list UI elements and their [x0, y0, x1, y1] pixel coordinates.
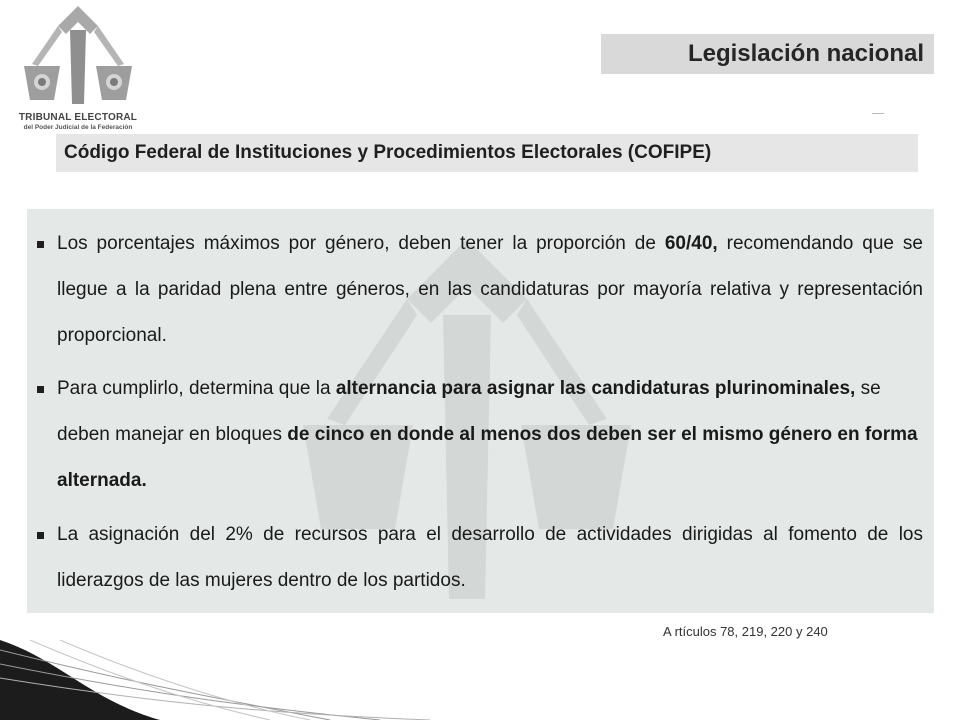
divider: [872, 113, 884, 114]
bullet-1-part-1: Los porcentajes máximos por género, deben tener la proporción de: [57, 233, 665, 254]
tribunal-electoral-logo: [18, 4, 138, 134]
bullet-item-resources: [57, 512, 923, 604]
bullet-3-part-1: La asignación del 2% de recursos para el desarrollo de actividades dirigidas al fomento de los liderazgos de las mujeres dentro de los partidos.: [57, 524, 923, 591]
bullet-text: [57, 366, 923, 504]
content-panel: [27, 209, 934, 613]
bullet-item-gender-proportion: [57, 221, 923, 359]
articles-footnote: A rtículos 78, 219, 220 y 240: [663, 624, 828, 639]
section-title: Legislación nacional: [601, 34, 934, 74]
bullet-square-icon: [37, 241, 44, 248]
bullet-square-icon: [37, 532, 44, 539]
bullet-2-part-1: Para cumplirlo, determina que la: [57, 378, 336, 399]
scales-emblem-icon: [18, 4, 138, 112]
bullet-square-icon: [37, 386, 44, 393]
logo-name: TRIBUNAL ELECTORAL: [18, 112, 138, 123]
bullet-2-part-3: se deben manejar en bloques: [57, 378, 881, 445]
bullet-text: [57, 221, 923, 359]
bullet-2-part-2: alternancia para asignar las candidaturas plurinominales,: [335, 378, 856, 399]
bullet-text: [57, 512, 923, 604]
bullet-1-part-3: recomendando que se llegue a la paridad plena entre géneros, en las candidaturas por mayoría relativa y representación proporcional.: [57, 233, 923, 346]
bullet-item-alternation: [57, 366, 923, 504]
decorative-curves: [0, 640, 960, 720]
law-title: Código Federal de Instituciones y Procedimientos Electorales (COFIPE): [56, 134, 918, 172]
logo-subtitle: del Poder Judicial de la Federación: [23, 124, 133, 131]
bullet-2-part-4: de cinco en donde al menos dos deben ser el mismo género en forma alternada.: [57, 424, 918, 491]
bullet-1-part-2: 60/40,: [664, 233, 718, 254]
